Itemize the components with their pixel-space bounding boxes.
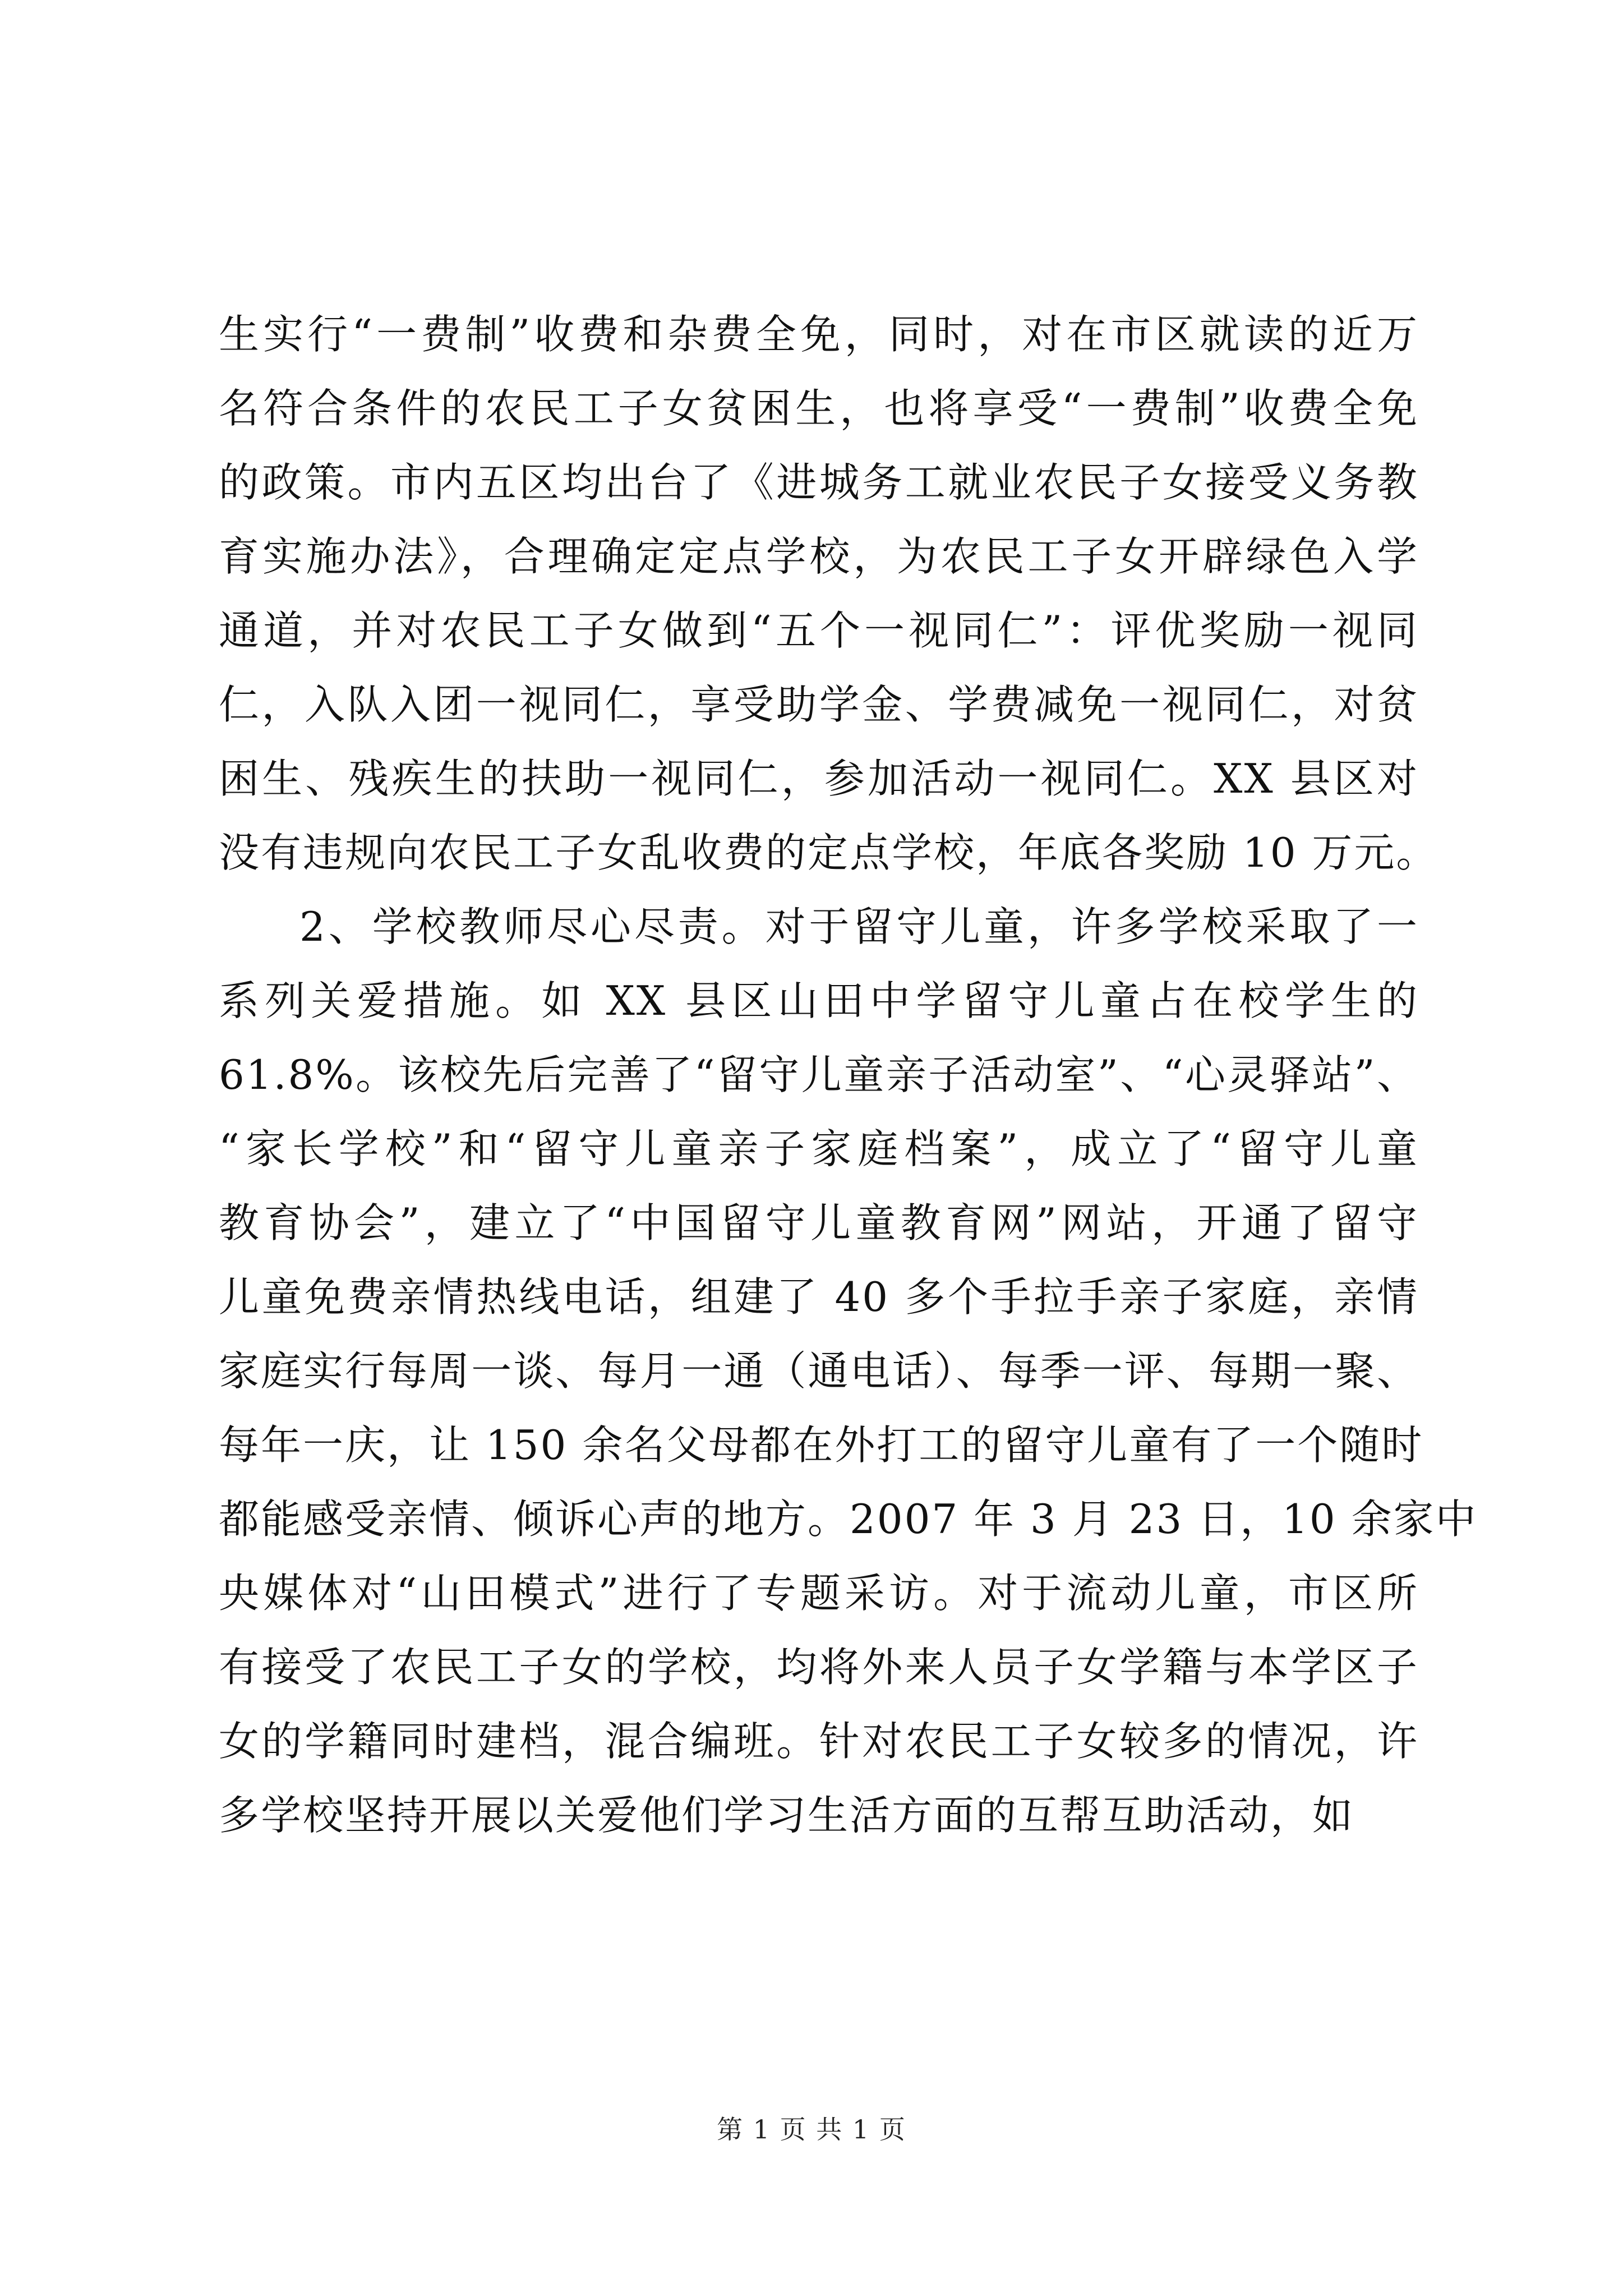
text-line: 女的学籍同时建档，混合编班。针对农民工子女较多的情况，许	[219, 1718, 1419, 1765]
text-line: “家长学校”和“留守儿童亲子家庭档案”，成立了“留守儿童	[219, 1125, 1419, 1172]
text-line: 困生、残疾生的扶助一视同仁，参加活动一视同仁。XX 县区对	[219, 755, 1419, 802]
text-line: 61.8%。该校先后完善了“留守儿童亲子活动室”、“心灵驿站”、	[219, 1051, 1419, 1098]
text-line: 名符合条件的农民工子女贫困生，也将享受“一费制”收费全免	[219, 385, 1419, 432]
text-line: 没有违规向农民工子女乱收费的定点学校，年底各奖励 10 万元。	[219, 829, 1438, 876]
text-line: 儿童免费亲情热线电话，组建了 40 多个手拉手亲子家庭，亲情	[219, 1273, 1419, 1320]
text-line: 都能感受亲情、倾诉心声的地方。2007 年 3 月 23 日，10 余家中	[219, 1496, 1478, 1543]
text-line: 系列关爱措施。如 XX 县区山田中学留守儿童占在校学生的	[219, 977, 1419, 1024]
text-line: 家庭实行每周一谈、每月一通（通电话）、每季一评、每期一聚、	[219, 1347, 1419, 1395]
text-line: 生实行“一费制”收费和杂费全免，同时，对在市区就读的近万	[219, 311, 1419, 358]
text-line: 的政策。市内五区均出台了《进城务工就业农民子女接受义务教	[219, 459, 1419, 506]
text-line: 有接受了农民工子女的学校，均将外来人员子女学籍与本学区子	[219, 1644, 1419, 1691]
text-line: 教育协会”，建立了“中国留守儿童教育网”网站，开通了留守	[219, 1199, 1419, 1246]
text-line: 育实施办法》，合理确定定点学校，为农民工子女开辟绿色入学	[219, 533, 1419, 580]
page-footer: 第 1 页 共 1 页	[717, 2114, 906, 2145]
text-line: 仁，入队入团一视同仁，享受助学金、学费减免一视同仁，对贫	[219, 681, 1419, 728]
text-line: 央媒体对“山田模式”进行了专题采访。对于流动儿童，市区所	[219, 1570, 1419, 1617]
text-line: 2、学校教师尽心尽责。对于留守儿童，许多学校采取了一	[299, 903, 1419, 950]
text-line: 多学校坚持开展以关爱他们学习生活方面的互帮互助活动，如	[219, 1792, 1355, 1839]
text-line: 通道，并对农民工子女做到“五个一视同仁”：评优奖励一视同	[219, 607, 1419, 654]
text-line: 每年一庆，让 150 余名父母都在外打工的留守儿童有了一个随时	[219, 1421, 1424, 1469]
document-body	[219, 297, 1478, 1852]
